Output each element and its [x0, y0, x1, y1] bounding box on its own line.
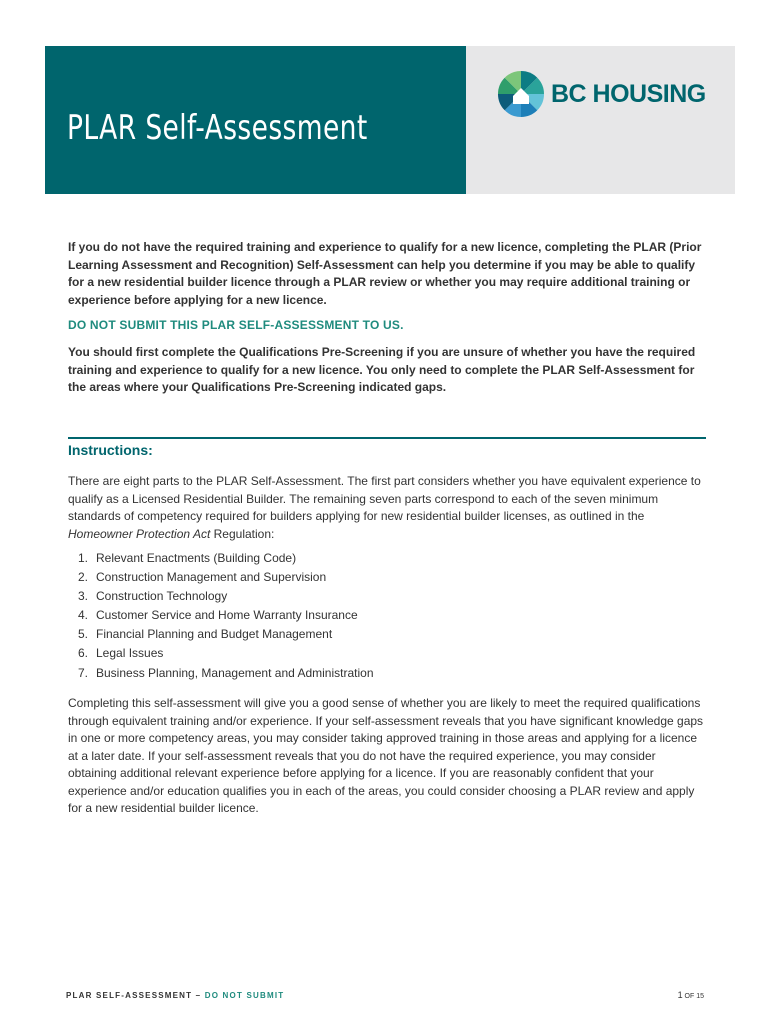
instructions-paragraph-1 — [68, 473, 706, 543]
footer-document-label — [66, 991, 284, 1000]
list-item — [78, 644, 374, 663]
footer-doc-name: PLAR SELF-ASSESSMENT – — [66, 991, 205, 1000]
prescreening-paragraph: You should first complete the Qualifications Pre-Screening if you are unsure of whether you have the required training and experience to qualify for a new licence. You only need to complete the PLAR Self-Assessment for the areas where your Qualifications Pre-Screening indicated gaps. — [68, 345, 696, 394]
list-label: Construction Technology — [96, 589, 228, 604]
list-item — [78, 625, 374, 644]
list-item — [78, 587, 374, 606]
intro-paragraph: If you do not have the required training and experience to qualify for a new licence, completing the PLAR (Prior Learning Assessment and Recognition) Self-Assessment can help you determine if you may be able to qualify for a new residential builder licence through a PLAR review or whether you may require additional training or experience before applying for a new licence. — [68, 240, 702, 307]
list-label: Legal Issues — [96, 646, 164, 661]
list-item — [78, 606, 374, 625]
instructions-paragraph-1-end: Regulation: — [210, 526, 275, 541]
competency-parts-list — [78, 549, 374, 683]
instructions-paragraph-2: Completing this self-assessment will give you a good sense of whether you are likely to meet the required qualifications through equivalent training and/or experience. If your self-assessment reveals that you have significant knowledge gaps in one or more competency areas, you may consider taking approved training in those areas and applying for a licence at a later date. If your self-assessment reveals that you do not have the required experience, you may consider obtaining additional relevant experience before applying for a licence. If you are reasonably confident that your experience and/or education qualifies you in each of the areas, you could consider choosing a PLAR review and apply for a new residential builder licence. — [68, 696, 704, 815]
list-number: 6. — [78, 646, 89, 661]
header-banner — [45, 46, 735, 194]
list-number: 2. — [78, 570, 89, 585]
header-title-panel — [45, 46, 466, 194]
page-number — [678, 990, 704, 1000]
instructions-heading: Instructions: — [68, 442, 153, 458]
footer-do-not-submit: DO NOT SUBMIT — [204, 991, 285, 1000]
instructions-paragraph-1-text: There are eight parts to the PLAR Self-Assessment. The first part considers whether you have equivalent experience to qualify as a Licensed Residential Builder. The remaining seven parts correspond to each of the seven minimum standards of competency required for builders applying for new residential builder licenses, as outlined in the — [68, 474, 701, 523]
bc-housing-logo-icon — [497, 70, 545, 118]
list-label: Relevant Enactments (Building Code) — [96, 551, 297, 565]
list-item — [78, 568, 374, 587]
list-number: 7. — [78, 665, 89, 680]
logo-wordmark: BC HOUSING — [551, 79, 706, 108]
list-number: 3. — [78, 589, 89, 604]
list-label: Business Planning, Management and Administration — [96, 665, 374, 680]
list-label: Customer Service and Home Warranty Insurance — [96, 608, 358, 623]
list-number: 4. — [78, 608, 89, 623]
act-name: Homeowner Protection Act — [68, 526, 211, 541]
page-number-total: OF 15 — [682, 993, 704, 1000]
header-logo-panel — [466, 46, 735, 194]
list-label: Construction Management and Supervision — [96, 570, 327, 585]
list-label: Financial Planning and Budget Management — [96, 627, 333, 642]
bc-housing-logo — [497, 70, 706, 118]
list-item — [78, 664, 374, 683]
section-divider — [68, 437, 706, 439]
list-item — [78, 549, 374, 568]
list-number: 5. — [78, 627, 89, 642]
list-number: 1. — [78, 551, 89, 565]
page-title: PLAR Self-Assessment — [67, 108, 368, 148]
do-not-submit-warning: DO NOT SUBMIT THIS PLAR SELF-ASSESSMENT TO US. — [68, 318, 404, 332]
page-number-current: 1 — [677, 990, 683, 1000]
